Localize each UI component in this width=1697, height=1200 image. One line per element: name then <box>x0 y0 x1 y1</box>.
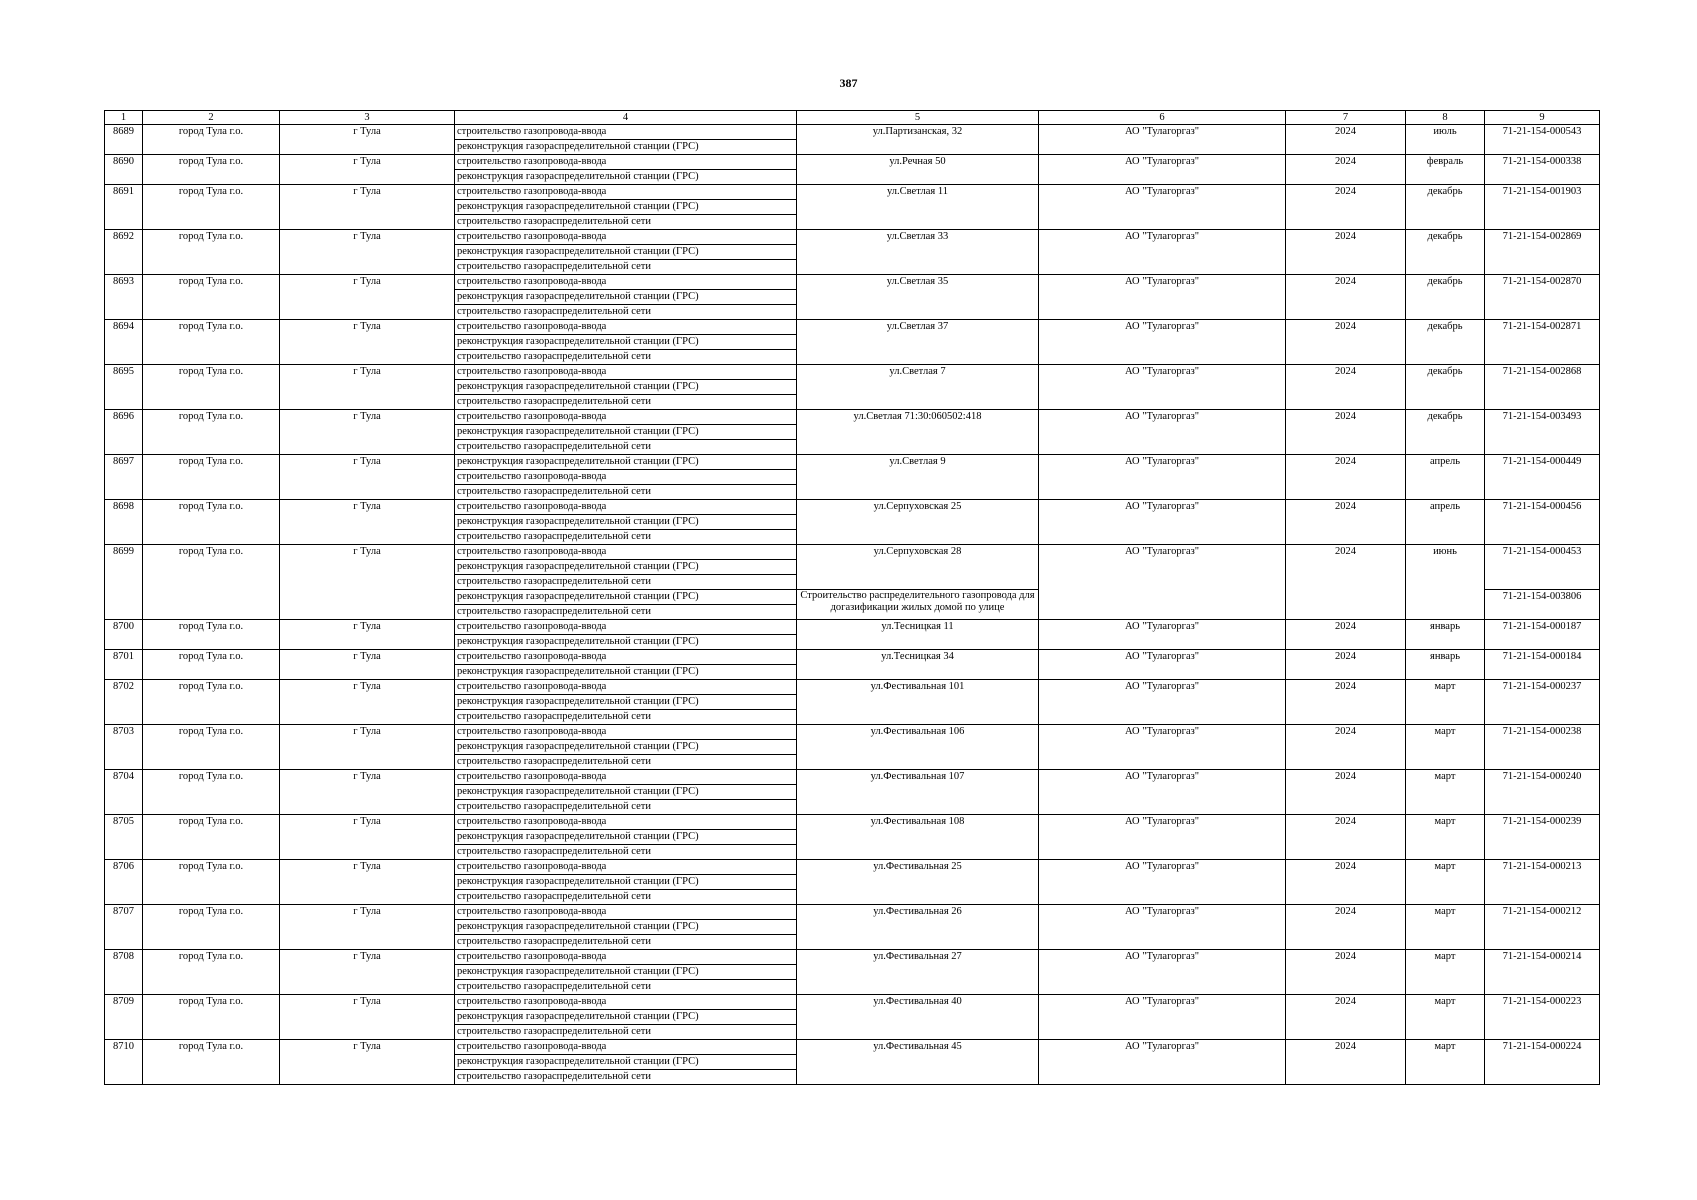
organization-cell: АО "Тулагоргаз" <box>1039 230 1286 275</box>
address-cell: ул.Тесницкая 11 <box>797 620 1039 650</box>
district-cell: город Тула г.о. <box>143 365 280 410</box>
work-type-cell: строительство газопровода-ввода <box>455 155 797 170</box>
organization-cell: АО "Тулагоргаз" <box>1039 620 1286 650</box>
month-cell: декабрь <box>1406 320 1485 365</box>
year-cell: 2024 <box>1286 620 1406 650</box>
row-number: 8703 <box>105 725 143 770</box>
column-header: 7 <box>1286 111 1406 125</box>
locality-cell: г Тула <box>280 155 455 185</box>
year-cell: 2024 <box>1286 410 1406 455</box>
organization-cell: АО "Тулагоргаз" <box>1039 860 1286 905</box>
row-number: 8691 <box>105 185 143 230</box>
organization-cell: АО "Тулагоргаз" <box>1039 320 1286 365</box>
address-cell: ул.Фестивальная 106 <box>797 725 1039 770</box>
work-type-cell: реконструкция газораспределительной станции (ГРС) <box>455 965 797 980</box>
work-type-cell: строительство газораспределительной сети <box>455 605 797 620</box>
month-cell: декабрь <box>1406 275 1485 320</box>
work-type-cell: строительство газораспределительной сети <box>455 890 797 905</box>
locality-cell: г Тула <box>280 365 455 410</box>
address-cell: ул.Фестивальная 45 <box>797 1040 1039 1085</box>
work-type-cell: строительство газораспределительной сети <box>455 845 797 860</box>
application-code-cell: 71-21-154-000214 <box>1485 950 1600 995</box>
work-type-cell: реконструкция газораспределительной станции (ГРС) <box>455 740 797 755</box>
district-cell: город Тула г.о. <box>143 185 280 230</box>
locality-cell: г Тула <box>280 230 455 275</box>
organization-cell: АО "Тулагоргаз" <box>1039 905 1286 950</box>
row-number: 8704 <box>105 770 143 815</box>
district-cell: город Тула г.о. <box>143 320 280 365</box>
table-body <box>105 125 1600 1085</box>
organization-cell: АО "Тулагоргаз" <box>1039 185 1286 230</box>
month-cell: июль <box>1406 125 1485 155</box>
work-type-cell: строительство газораспределительной сети <box>455 710 797 725</box>
month-cell: апрель <box>1406 500 1485 545</box>
district-cell: город Тула г.о. <box>143 275 280 320</box>
locality-cell: г Тула <box>280 680 455 725</box>
table-row <box>105 680 1600 695</box>
data-table <box>104 110 1600 1085</box>
work-type-cell: реконструкция газораспределительной станции (ГРС) <box>455 245 797 260</box>
district-cell: город Тула г.о. <box>143 545 280 620</box>
work-type-cell: реконструкция газораспределительной станции (ГРС) <box>455 635 797 650</box>
row-number: 8692 <box>105 230 143 275</box>
work-type-cell: реконструкция газораспределительной станции (ГРС) <box>455 170 797 185</box>
column-header: 6 <box>1039 111 1286 125</box>
locality-cell: г Тула <box>280 620 455 650</box>
locality-cell: г Тула <box>280 125 455 155</box>
district-cell: город Тула г.о. <box>143 620 280 650</box>
year-cell: 2024 <box>1286 185 1406 230</box>
application-code-cell: 71-21-154-000212 <box>1485 905 1600 950</box>
locality-cell: г Тула <box>280 725 455 770</box>
district-cell: город Тула г.о. <box>143 725 280 770</box>
work-type-cell: реконструкция газораспределительной станции (ГРС) <box>455 1010 797 1025</box>
work-type-cell: строительство газопровода-ввода <box>455 860 797 875</box>
month-cell: март <box>1406 995 1485 1040</box>
organization-cell: АО "Тулагоргаз" <box>1039 680 1286 725</box>
district-cell: город Тула г.о. <box>143 230 280 275</box>
work-type-cell: строительство газопровода-ввода <box>455 320 797 335</box>
locality-cell: г Тула <box>280 320 455 365</box>
application-code-cell: 71-21-154-000240 <box>1485 770 1600 815</box>
year-cell: 2024 <box>1286 650 1406 680</box>
district-cell: город Тула г.о. <box>143 905 280 950</box>
district-cell: город Тула г.о. <box>143 680 280 725</box>
year-cell: 2024 <box>1286 950 1406 995</box>
work-type-cell: строительство газораспределительной сети <box>455 1070 797 1085</box>
work-type-cell: строительство газораспределительной сети <box>455 305 797 320</box>
work-type-cell: строительство газораспределительной сети <box>455 530 797 545</box>
row-number: 8706 <box>105 860 143 905</box>
locality-cell: г Тула <box>280 455 455 500</box>
work-type-cell: реконструкция газораспределительной станции (ГРС) <box>455 200 797 215</box>
work-type-cell: строительство газораспределительной сети <box>455 800 797 815</box>
address-cell: ул.Фестивальная 101 <box>797 680 1039 725</box>
month-cell: декабрь <box>1406 410 1485 455</box>
locality-cell: г Тула <box>280 950 455 995</box>
table-row <box>105 275 1600 290</box>
locality-cell: г Тула <box>280 500 455 545</box>
address-cell: ул.Светлая 71:30:060502:418 <box>797 410 1039 455</box>
application-code-cell: 71-21-154-000239 <box>1485 815 1600 860</box>
address-cell: ул.Тесницкая 34 <box>797 650 1039 680</box>
work-type-cell: строительство газораспределительной сети <box>455 575 797 590</box>
locality-cell: г Тула <box>280 545 455 620</box>
application-code-cell: 71-21-154-000456 <box>1485 500 1600 545</box>
work-type-cell: реконструкция газораспределительной станции (ГРС) <box>455 560 797 575</box>
organization-cell: АО "Тулагоргаз" <box>1039 995 1286 1040</box>
application-code-cell: 71-21-154-000453 <box>1485 545 1600 590</box>
district-cell: город Тула г.о. <box>143 125 280 155</box>
organization-cell: АО "Тулагоргаз" <box>1039 650 1286 680</box>
table-row <box>105 365 1600 380</box>
table-row <box>105 725 1600 740</box>
work-type-cell: реконструкция газораспределительной станции (ГРС) <box>455 380 797 395</box>
table-row <box>105 230 1600 245</box>
year-cell: 2024 <box>1286 125 1406 155</box>
work-type-cell: реконструкция газораспределительной станции (ГРС) <box>455 140 797 155</box>
work-type-cell: строительство газопровода-ввода <box>455 905 797 920</box>
organization-cell: АО "Тулагоргаз" <box>1039 155 1286 185</box>
address-cell: ул.Светлая 9 <box>797 455 1039 500</box>
district-cell: город Тула г.о. <box>143 860 280 905</box>
work-type-cell: строительство газопровода-ввода <box>455 470 797 485</box>
work-type-cell: строительство газораспределительной сети <box>455 350 797 365</box>
row-number: 8708 <box>105 950 143 995</box>
table-row <box>105 545 1600 560</box>
work-type-cell: строительство газораспределительной сети <box>455 485 797 500</box>
year-cell: 2024 <box>1286 905 1406 950</box>
organization-cell: АО "Тулагоргаз" <box>1039 275 1286 320</box>
work-type-cell: строительство газопровода-ввода <box>455 995 797 1010</box>
organization-cell: АО "Тулагоргаз" <box>1039 365 1286 410</box>
table-row <box>105 125 1600 140</box>
month-cell: июнь <box>1406 545 1485 620</box>
row-number: 8710 <box>105 1040 143 1085</box>
district-cell: город Тула г.о. <box>143 650 280 680</box>
table-row <box>105 860 1600 875</box>
locality-cell: г Тула <box>280 770 455 815</box>
address-cell: ул.Фестивальная 26 <box>797 905 1039 950</box>
table-row <box>105 995 1600 1010</box>
work-type-cell: реконструкция газораспределительной станции (ГРС) <box>455 665 797 680</box>
application-code-cell: 71-21-154-000238 <box>1485 725 1600 770</box>
work-type-cell: строительство газопровода-ввода <box>455 365 797 380</box>
row-number: 8690 <box>105 155 143 185</box>
organization-cell: АО "Тулагоргаз" <box>1039 545 1286 620</box>
work-type-cell: строительство газопровода-ввода <box>455 230 797 245</box>
organization-cell: АО "Тулагоргаз" <box>1039 410 1286 455</box>
work-type-cell: реконструкция газораспределительной станции (ГРС) <box>455 920 797 935</box>
address-cell: ул.Фестивальная 40 <box>797 995 1039 1040</box>
district-cell: город Тула г.о. <box>143 500 280 545</box>
address-cell: ул.Светлая 7 <box>797 365 1039 410</box>
district-cell: город Тула г.о. <box>143 455 280 500</box>
application-code-cell: 71-21-154-000184 <box>1485 650 1600 680</box>
work-type-cell: реконструкция газораспределительной станции (ГРС) <box>455 515 797 530</box>
locality-cell: г Тула <box>280 1040 455 1085</box>
table-row <box>105 155 1600 170</box>
work-type-cell: строительство газопровода-ввода <box>455 725 797 740</box>
table-row <box>105 455 1600 470</box>
row-number: 8697 <box>105 455 143 500</box>
district-cell: город Тула г.о. <box>143 1040 280 1085</box>
address-cell: ул.Светлая 11 <box>797 185 1039 230</box>
work-type-cell: строительство газопровода-ввода <box>455 950 797 965</box>
address-cell: ул.Серпуховская 25 <box>797 500 1039 545</box>
application-code-cell: 71-21-154-000187 <box>1485 620 1600 650</box>
application-code-cell: 71-21-154-002869 <box>1485 230 1600 275</box>
table-row <box>105 500 1600 515</box>
month-cell: март <box>1406 815 1485 860</box>
row-number: 8699 <box>105 545 143 620</box>
organization-cell: АО "Тулагоргаз" <box>1039 725 1286 770</box>
address-cell: ул.Фестивальная 27 <box>797 950 1039 995</box>
table-header <box>105 111 1600 125</box>
work-type-cell: строительство газопровода-ввода <box>455 500 797 515</box>
application-code-cell: 71-21-154-000543 <box>1485 125 1600 155</box>
row-number: 8693 <box>105 275 143 320</box>
district-cell: город Тула г.о. <box>143 815 280 860</box>
year-cell: 2024 <box>1286 680 1406 725</box>
column-header: 5 <box>797 111 1039 125</box>
locality-cell: г Тула <box>280 860 455 905</box>
column-header: 3 <box>280 111 455 125</box>
column-header: 1 <box>105 111 143 125</box>
address-note-cell: Строительство распределительного газопровода для догазификации жилых домой по улице <box>797 590 1039 620</box>
column-header: 8 <box>1406 111 1485 125</box>
row-number: 8695 <box>105 365 143 410</box>
month-cell: февраль <box>1406 155 1485 185</box>
organization-cell: АО "Тулагоргаз" <box>1039 500 1286 545</box>
month-cell: декабрь <box>1406 185 1485 230</box>
district-cell: город Тула г.о. <box>143 410 280 455</box>
work-type-cell: реконструкция газораспределительной станции (ГРС) <box>455 695 797 710</box>
application-code-cell: 71-21-154-002868 <box>1485 365 1600 410</box>
application-code-cell: 71-21-154-002871 <box>1485 320 1600 365</box>
page-number: 387 <box>839 76 858 90</box>
organization-cell: АО "Тулагоргаз" <box>1039 815 1286 860</box>
locality-cell: г Тула <box>280 275 455 320</box>
work-type-cell: строительство газопровода-ввода <box>455 1040 797 1055</box>
district-cell: город Тула г.о. <box>143 995 280 1040</box>
month-cell: март <box>1406 860 1485 905</box>
organization-cell: АО "Тулагоргаз" <box>1039 770 1286 815</box>
application-code-cell: 71-21-154-000237 <box>1485 680 1600 725</box>
month-cell: март <box>1406 1040 1485 1085</box>
district-cell: город Тула г.о. <box>143 155 280 185</box>
month-cell: январь <box>1406 620 1485 650</box>
month-cell: март <box>1406 725 1485 770</box>
row-number: 8696 <box>105 410 143 455</box>
month-cell: март <box>1406 950 1485 995</box>
month-cell: январь <box>1406 650 1485 680</box>
table-row <box>105 905 1600 920</box>
month-cell: март <box>1406 680 1485 725</box>
work-type-cell: строительство газораспределительной сети <box>455 260 797 275</box>
address-cell: ул.Серпуховская 28 <box>797 545 1039 590</box>
application-code-cell: 71-21-154-000449 <box>1485 455 1600 500</box>
row-number: 8698 <box>105 500 143 545</box>
application-code-cell: 71-21-154-000223 <box>1485 995 1600 1040</box>
work-type-cell: строительство газопровода-ввода <box>455 815 797 830</box>
month-cell: декабрь <box>1406 365 1485 410</box>
month-cell: март <box>1406 905 1485 950</box>
year-cell: 2024 <box>1286 230 1406 275</box>
row-number: 8689 <box>105 125 143 155</box>
month-cell: декабрь <box>1406 230 1485 275</box>
address-cell: ул.Светлая 33 <box>797 230 1039 275</box>
year-cell: 2024 <box>1286 770 1406 815</box>
table-row <box>105 410 1600 425</box>
work-type-cell: реконструкция газораспределительной станции (ГРС) <box>455 875 797 890</box>
application-code-cell: 71-21-154-003806 <box>1485 590 1600 620</box>
work-type-cell: строительство газораспределительной сети <box>455 980 797 995</box>
work-type-cell: строительство газораспределительной сети <box>455 755 797 770</box>
month-cell: март <box>1406 770 1485 815</box>
address-cell: ул.Светлая 35 <box>797 275 1039 320</box>
year-cell: 2024 <box>1286 275 1406 320</box>
work-type-cell: строительство газораспределительной сети <box>455 395 797 410</box>
locality-cell: г Тула <box>280 815 455 860</box>
work-type-cell: строительство газопровода-ввода <box>455 410 797 425</box>
row-number: 8709 <box>105 995 143 1040</box>
row-number: 8700 <box>105 620 143 650</box>
address-cell: ул.Речная 50 <box>797 155 1039 185</box>
work-type-cell: строительство газопровода-ввода <box>455 770 797 785</box>
year-cell: 2024 <box>1286 455 1406 500</box>
year-cell: 2024 <box>1286 365 1406 410</box>
organization-cell: АО "Тулагоргаз" <box>1039 455 1286 500</box>
work-type-cell: реконструкция газораспределительной станции (ГРС) <box>455 830 797 845</box>
row-number: 8701 <box>105 650 143 680</box>
work-type-cell: строительство газопровода-ввода <box>455 650 797 665</box>
year-cell: 2024 <box>1286 1040 1406 1085</box>
year-cell: 2024 <box>1286 545 1406 620</box>
work-type-cell: строительство газопровода-ввода <box>455 620 797 635</box>
work-type-cell: реконструкция газораспределительной станции (ГРС) <box>455 335 797 350</box>
column-header: 4 <box>455 111 797 125</box>
table-row <box>105 185 1600 200</box>
locality-cell: г Тула <box>280 185 455 230</box>
row-number: 8705 <box>105 815 143 860</box>
row-number: 8702 <box>105 680 143 725</box>
year-cell: 2024 <box>1286 815 1406 860</box>
application-code-cell: 71-21-154-000338 <box>1485 155 1600 185</box>
work-type-cell: строительство газораспределительной сети <box>455 440 797 455</box>
work-type-cell: строительство газораспределительной сети <box>455 935 797 950</box>
address-cell: ул.Фестивальная 25 <box>797 860 1039 905</box>
table-row <box>105 770 1600 785</box>
locality-cell: г Тула <box>280 410 455 455</box>
work-type-cell: реконструкция газораспределительной станции (ГРС) <box>455 425 797 440</box>
year-cell: 2024 <box>1286 320 1406 365</box>
work-type-cell: реконструкция газораспределительной станции (ГРС) <box>455 455 797 470</box>
organization-cell: АО "Тулагоргаз" <box>1039 950 1286 995</box>
work-type-cell: реконструкция газораспределительной станции (ГРС) <box>455 785 797 800</box>
application-code-cell: 71-21-154-001903 <box>1485 185 1600 230</box>
district-cell: город Тула г.о. <box>143 770 280 815</box>
application-code-cell: 71-21-154-000213 <box>1485 860 1600 905</box>
row-number: 8694 <box>105 320 143 365</box>
table-row <box>105 1040 1600 1055</box>
year-cell: 2024 <box>1286 860 1406 905</box>
work-type-cell: строительство газопровода-ввода <box>455 545 797 560</box>
table-row <box>105 650 1600 665</box>
work-type-cell: строительство газораспределительной сети <box>455 215 797 230</box>
locality-cell: г Тула <box>280 905 455 950</box>
work-type-cell: строительство газопровода-ввода <box>455 275 797 290</box>
month-cell: апрель <box>1406 455 1485 500</box>
year-cell: 2024 <box>1286 995 1406 1040</box>
year-cell: 2024 <box>1286 155 1406 185</box>
locality-cell: г Тула <box>280 650 455 680</box>
year-cell: 2024 <box>1286 500 1406 545</box>
organization-cell: АО "Тулагоргаз" <box>1039 125 1286 155</box>
application-code-cell: 71-21-154-000224 <box>1485 1040 1600 1085</box>
application-code-cell: 71-21-154-003493 <box>1485 410 1600 455</box>
work-type-cell: строительство газопровода-ввода <box>455 680 797 695</box>
work-type-cell: строительство газопровода-ввода <box>455 185 797 200</box>
locality-cell: г Тула <box>280 995 455 1040</box>
table-row <box>105 950 1600 965</box>
work-type-cell: реконструкция газораспределительной станции (ГРС) <box>455 590 797 605</box>
column-header: 2 <box>143 111 280 125</box>
application-code-cell: 71-21-154-002870 <box>1485 275 1600 320</box>
work-type-cell: строительство газопровода-ввода <box>455 125 797 140</box>
address-cell: ул.Светлая 37 <box>797 320 1039 365</box>
work-type-cell: реконструкция газораспределительной станции (ГРС) <box>455 290 797 305</box>
address-cell: ул.Фестивальная 107 <box>797 770 1039 815</box>
column-header: 9 <box>1485 111 1600 125</box>
district-cell: город Тула г.о. <box>143 950 280 995</box>
table-row <box>105 620 1600 635</box>
table-row <box>105 320 1600 335</box>
table-row <box>105 815 1600 830</box>
work-type-cell: строительство газораспределительной сети <box>455 1025 797 1040</box>
year-cell: 2024 <box>1286 725 1406 770</box>
address-cell: ул.Фестивальная 108 <box>797 815 1039 860</box>
row-number: 8707 <box>105 905 143 950</box>
address-cell: ул.Партизанская, 32 <box>797 125 1039 155</box>
organization-cell: АО "Тулагоргаз" <box>1039 1040 1286 1085</box>
work-type-cell: реконструкция газораспределительной станции (ГРС) <box>455 1055 797 1070</box>
